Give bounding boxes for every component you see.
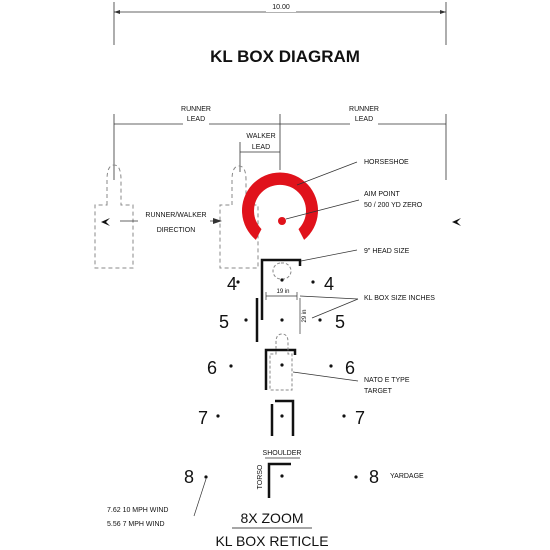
yardage-label: YARDAGE	[390, 473, 424, 480]
range-number-5-left: 5	[218, 312, 230, 332]
kl-box-5	[244, 298, 321, 342]
aim-point-zero-label: 50 / 200 YD ZERO	[364, 202, 423, 209]
footer-reticle-label: KL BOX RETICLE	[215, 533, 329, 549]
runner-lead-right-line1: RUNNER	[349, 106, 379, 113]
walker-lead-dimension	[240, 133, 280, 172]
footer-zoom-label: 8X ZOOM	[240, 510, 304, 526]
runner-lead-dimension-left	[114, 106, 280, 180]
range-number-5-right: 5	[334, 312, 346, 332]
box-height-label: 29 in	[302, 309, 308, 323]
horseshoe-label: HORSESHOE	[364, 159, 409, 166]
range-number-6-left: 6	[206, 358, 218, 378]
box-width-dimension	[266, 289, 297, 300]
runner-lead-left-line1: RUNNER	[181, 106, 211, 113]
torso-label: TORSO	[257, 464, 264, 490]
right-chevron-icon	[452, 218, 461, 226]
aim-point-dot	[278, 217, 286, 225]
walker-lead-line1: WALKER	[246, 133, 276, 140]
kl-box-6	[229, 334, 332, 390]
runner-target-silhouette	[95, 165, 133, 268]
horseshoe-callout	[297, 159, 409, 185]
horseshoe-icon	[242, 173, 318, 240]
page-title: KL BOX DIAGRAM	[210, 47, 360, 66]
top-dimension	[114, 2, 446, 45]
aim-point-label: AIM POINT	[364, 191, 400, 198]
range-number-6-right: 6	[344, 358, 356, 378]
left-chevron-icon	[101, 218, 110, 226]
box-height-dimension	[300, 298, 308, 334]
direction-label-line2: DIRECTION	[156, 227, 196, 234]
range-number-7-left: 7	[197, 408, 209, 428]
walker-lead-line2: LEAD	[251, 144, 271, 151]
kl-box-8	[204, 464, 357, 498]
wind-762-label: 7.62 10 MPH WIND	[107, 507, 169, 514]
range-number-8-right: 8	[368, 467, 380, 487]
range-number-7-right: 7	[354, 408, 366, 428]
head-size-callout	[301, 248, 410, 261]
box-width-label: 19 in	[276, 289, 290, 295]
wind-556-label: 5.56 7 MPH WIND	[107, 521, 165, 528]
direction-label-line1: RUNNER/WALKER	[145, 212, 207, 219]
kl-box-size-label: KL BOX SIZE INCHES	[364, 295, 435, 302]
nato-target-silhouette	[270, 334, 292, 390]
nato-target-label-2: TARGET	[364, 388, 392, 395]
runner-lead-dimension-right	[280, 106, 446, 180]
kl-box-7	[216, 401, 345, 436]
range-number-4-left: 4	[226, 274, 238, 294]
shoulder-label: SHOULDER	[262, 450, 302, 457]
kl-box-size-callout	[300, 295, 435, 318]
range-number-8-left: 8	[183, 467, 195, 487]
nato-target-label: NATO E TYPE	[364, 377, 410, 384]
top-dimension-value: 10.00	[272, 4, 290, 11]
runner-lead-right-line2: LEAD	[354, 116, 374, 123]
runner-lead-left-line2: LEAD	[186, 116, 206, 123]
range-number-4-right: 4	[323, 274, 335, 294]
head-size-label: 9" HEAD SIZE	[364, 248, 410, 255]
direction-indicator	[120, 208, 222, 236]
